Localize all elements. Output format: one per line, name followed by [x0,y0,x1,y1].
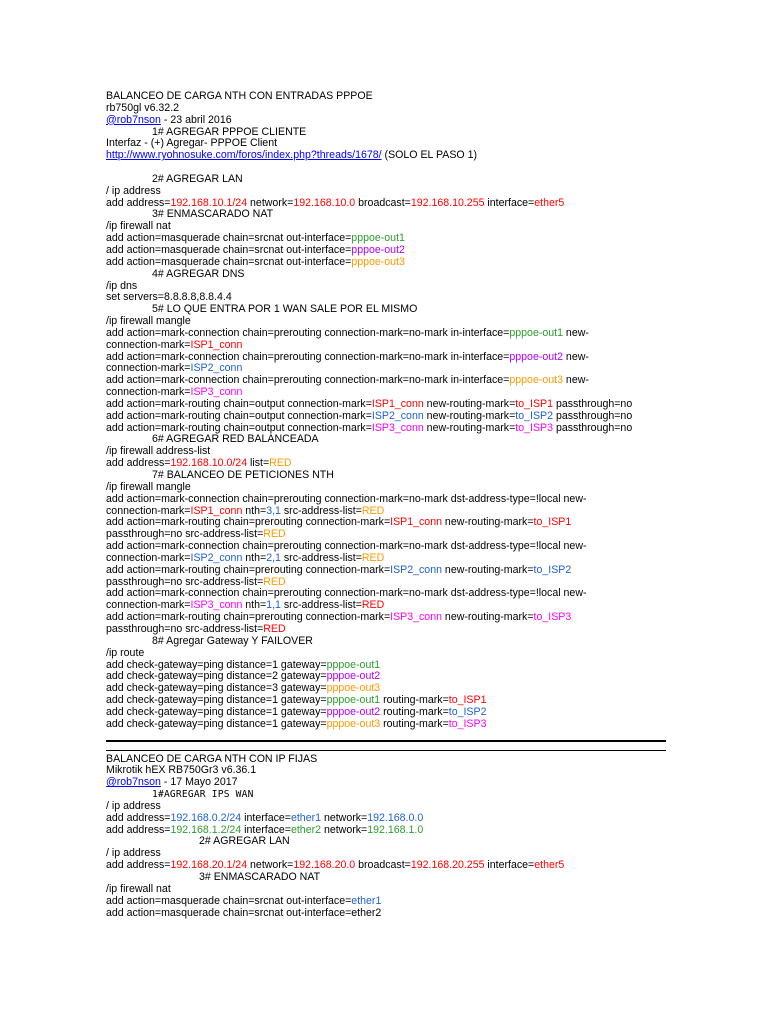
highlighted-value: 192.168.10.0/24 [170,457,248,470]
config-line [106,352,626,376]
text-segment: network= [321,811,368,824]
highlighted-value: to_ISP1 [448,694,487,707]
text-segment: interface= [484,196,535,209]
highlighted-value: ether1 [290,811,322,824]
highlighted-value: 192.168.1.0 [367,823,424,836]
text-segment: passthrough=no src-address-list= [106,528,264,541]
text-segment: add action=mark-connection chain=prerouting connection-mark=no-mark in-interface= [106,326,510,339]
highlighted-value: pppoe-out3 [326,717,381,730]
text-segment: new-routing-mark= [441,516,534,529]
text-segment: add address= [106,811,171,824]
highlighted-value: ISP3_conn [190,599,243,612]
text-segment: network= [247,196,294,209]
highlighted-value: ISP1_conn [190,338,243,351]
text-segment: nth= [242,551,267,564]
highlighted-value: pppoe-out3 [509,374,563,387]
step-heading [106,636,666,648]
highlighted-value: RED [361,504,385,517]
text-segment: add action=mark-routing chain=output connection-mark= [106,421,372,434]
highlighted-value: to_ISP1 [515,397,553,410]
text-segment: /ip firewall mangle [106,480,191,493]
highlighted-value: 3,1 [266,504,281,517]
text-segment: add action=mark-connection chain=prerouting connection-mark=no-mark dst-address-type=!local new-connection-mark= [106,587,587,612]
highlighted-value: 192.168.10.1/24 [170,196,248,209]
highlighted-value: RED [269,457,292,470]
config-line [106,908,666,920]
highlighted-value: ISP3_conn [190,386,243,399]
text-segment: 6# AGREGAR RED BALANCEADA [152,433,319,446]
config-line [106,612,626,636]
author-date: - 23 abril 2016 [160,113,232,126]
text-segment: / ip address [106,847,161,860]
highlighted-value: ISP2_conn [390,563,442,576]
step-heading [106,269,666,281]
config-line [106,565,626,589]
text-segment: add action=mark-routing chain=output connection-mark= [106,397,372,410]
text-segment: new-routing-mark= [441,563,534,576]
config-line [106,825,666,837]
highlighted-value: to_ISP2 [448,705,487,718]
config-line [106,719,666,731]
highlighted-value: to_ISP2 [533,563,572,576]
config-line [106,517,626,541]
highlighted-value: RED [361,599,385,612]
text-segment: 5# LO QUE ENTRA POR 1 WAN SALE POR EL MISMO [152,303,418,316]
text-segment: add action=mark-connection chain=prerouting connection-mark=no-mark in-interface= [106,374,510,387]
highlighted-value: pppoe-out3 [351,255,405,268]
highlighted-value: 192.168.1.2/24 [170,823,242,836]
highlighted-value: ISP1_conn [371,397,424,410]
text-segment: add check-gateway=ping distance=2 gateway= [106,670,327,683]
text-segment: nth= [242,504,267,517]
text-segment: routing-mark= [380,694,449,707]
highlighted-value: ISP3_conn [371,421,424,434]
config-line [106,375,626,399]
highlighted-value: ether5 [534,196,565,209]
text-segment: /ip firewall mangle [106,315,191,328]
config-line [106,588,626,612]
text-segment: 4# AGREGAR DNS [152,267,245,280]
author-line [106,777,666,789]
highlighted-value: ether1 [351,894,382,907]
text-segment: add check-gateway=ping distance=3 gateway= [106,682,327,695]
text-segment: network= [321,823,368,836]
highlighted-value: RED [361,551,385,564]
text-segment: 1#AGREGAR IPS WAN [152,789,254,801]
highlighted-value: ISP1_conn [390,516,442,529]
text-segment: add action=mark-routing chain=output connection-mark= [106,409,372,422]
highlighted-value: 192.168.20.255 [410,859,485,872]
section-title: BALANCEO DE CARGA NTH CON ENTRADAS PPPOE [106,90,373,102]
config-line [106,150,666,162]
text-segment: 1# AGREGAR PPPOE CLIENTE [152,125,307,138]
highlighted-value: to_ISP3 [515,421,553,434]
step-heading [106,872,666,884]
text-segment: interface= [241,811,291,824]
text-segment: new-routing-mark= [423,421,516,434]
section-title: BALANCEO DE CARGA NTH CON IP FIJAS [106,752,318,765]
highlighted-value: ISP2_conn [371,409,424,422]
highlighted-value: pppoe-out2 [509,350,563,363]
text-segment: add action=mark-connection chain=prerouting connection-mark=no-mark dst-address-type=!local new-connection-mark= [106,540,587,564]
device-version: rb750gl v6.32.2 [106,101,180,114]
highlighted-value: pppoe-out2 [326,670,381,683]
config-lines [106,789,666,919]
highlighted-value: 192.168.0.2/24 [170,811,242,824]
text-segment: add action=masquerade chain=srcnat out-interface= [106,232,352,245]
text-segment: add address= [106,457,171,470]
step-heading [106,174,666,186]
text-segment: add address= [106,196,171,209]
text-segment: /ip firewall nat [106,220,171,233]
text-segment: new-connection-mark= [106,326,589,351]
text-segment: add action=mark-connection chain=prerouting connection-mark=no-mark dst-address-type=!local new-connection-mark= [106,492,587,517]
text-segment: /ip dns [106,279,138,292]
highlighted-value: ISP2_conn [190,362,243,375]
highlighted-value: pppoe-out1 [326,694,381,707]
step-heading [106,836,666,848]
text-segment: 2# AGREGAR LAN [152,172,243,185]
config-line [106,860,666,872]
config-lines [106,127,666,731]
text-segment: add check-gateway=ping distance=1 gateway= [106,694,327,707]
text-segment: add action=masquerade chain=srcnat out-interface= [106,243,352,256]
text-segment: src-address-list= [280,504,362,517]
section-ip-fijas [106,754,666,920]
text-segment: broadcast= [355,859,411,872]
config-line [106,541,626,565]
highlighted-value: RED [263,528,286,541]
text-segment: routing-mark= [380,705,449,718]
text-segment: add check-gateway=ping distance=1 gateway= [106,717,327,730]
text-segment: new-routing-mark= [441,611,534,624]
highlighted-value: pppoe-out3 [326,682,381,695]
text-segment: /ip firewall nat [106,882,171,895]
text-segment: /ip firewall address-list [106,445,211,458]
text-segment: network= [247,859,294,872]
highlighted-value: to_ISP3 [533,611,572,624]
text-segment: add action=mark-connection chain=prerouting connection-mark=no-mark in-interface= [106,350,510,363]
text-segment: add action=masquerade chain=srcnat out-interface= [106,894,352,907]
text-segment: new-routing-mark= [423,397,516,410]
highlighted-value: pppoe-out1 [351,232,405,245]
highlighted-value: to_ISP2 [515,409,553,422]
text-segment: Interfaz - (+) Agregar- PPPOE Client [106,137,278,150]
text-segment: 8# Agregar Gateway Y FAILOVER [152,634,313,647]
highlighted-value: ISP1_conn [190,504,243,517]
author-link[interactable]: @rob7nson [106,776,161,789]
config-line [106,328,626,352]
highlighted-value: pppoe-out2 [326,705,381,718]
highlighted-value: RED [263,622,286,635]
spacer [106,742,666,750]
text-segment: / ip address [106,799,161,812]
text-segment: add check-gateway=ping distance=1 gateway= [106,658,327,671]
text-segment: new-connection-mark= [106,374,589,399]
highlighted-value: 192.168.20.0 [293,859,356,872]
text-segment: passthrough=no src-address-list= [106,622,264,635]
spacer [106,731,666,740]
text-segment: new-routing-mark= [423,409,516,422]
text-segment: 3# ENMASCARADO NAT [199,871,321,883]
highlighted-value: 1,1 [266,599,281,612]
text-segment: add action=masquerade chain=srcnat out-interface= [106,255,352,268]
text-segment: passthrough=no [553,409,633,422]
text-segment: add action=masquerade chain=srcnat out-interface=ether2 [106,906,382,919]
author-date: - 17 Mayo 2017 [160,776,238,789]
text-segment: 3# ENMASCARADO NAT [152,208,274,221]
device-version: Mikrotik hEX RB750Gr3 v6.36.1 [106,764,257,777]
section-pppoe [106,91,666,731]
text-segment: interface= [484,859,535,872]
highlighted-value: ether5 [534,859,565,872]
config-line [106,494,626,518]
text-segment: passthrough=no [553,421,633,434]
highlighted-value: ether2 [290,823,322,836]
text-segment: new-connection-mark= [106,350,589,375]
highlighted-value: 192.168.10.255 [410,196,485,209]
highlighted-value: pppoe-out1 [509,326,563,339]
text-segment: add action=mark-routing chain=prerouting connection-mark= [106,516,391,529]
text-segment: add check-gateway=ping distance=1 gateway= [106,705,327,718]
text-segment: / ip address [106,184,161,197]
text-segment: src-address-list= [280,599,362,612]
text-segment: 2# AGREGAR LAN [199,835,290,848]
text-segment: interface= [241,823,291,836]
highlighted-value: 2,1 [266,551,281,564]
highlighted-value: ISP3_conn [390,611,442,624]
highlighted-value: pppoe-out2 [351,243,405,256]
highlighted-value: ISP2_conn [190,551,243,564]
highlighted-value: RED [263,575,286,588]
text-segment: routing-mark= [380,717,449,730]
text-segment: add action=mark-routing chain=prerouting connection-mark= [106,563,391,576]
forum-link[interactable]: http://www.ryohnosuke.com/foros/index.php?threads/1678/ [106,149,382,162]
text-segment: nth= [242,599,267,612]
text-segment: passthrough=no [553,397,633,410]
step-heading [106,789,666,801]
text-segment: add address= [106,823,171,836]
text-segment: list= [247,457,270,470]
author-link[interactable]: @rob7nson [106,113,161,126]
highlighted-value: pppoe-out1 [326,658,381,671]
text-segment: add action=mark-routing chain=prerouting connection-mark= [106,611,391,624]
text-segment: add address= [106,859,171,872]
text-segment: passthrough=no src-address-list= [106,575,264,588]
text-segment: set servers=8.8.8.8,8.8.4.4 [106,291,232,304]
text-segment: (SOLO EL PASO 1) [381,149,477,162]
step-heading [106,209,666,221]
text-segment: broadcast= [355,196,411,209]
highlighted-value: 192.168.20.1/24 [170,859,248,872]
highlighted-value: 192.168.10.0 [293,196,356,209]
text-segment: /ip route [106,646,145,659]
document-page [106,91,666,919]
text-segment: src-address-list= [280,551,362,564]
highlighted-value: to_ISP1 [533,516,572,529]
highlighted-value: 192.168.0.0 [367,811,424,824]
text-segment: 7# BALANCEO DE PETICIONES NTH [152,469,334,481]
highlighted-value: to_ISP3 [448,717,487,730]
